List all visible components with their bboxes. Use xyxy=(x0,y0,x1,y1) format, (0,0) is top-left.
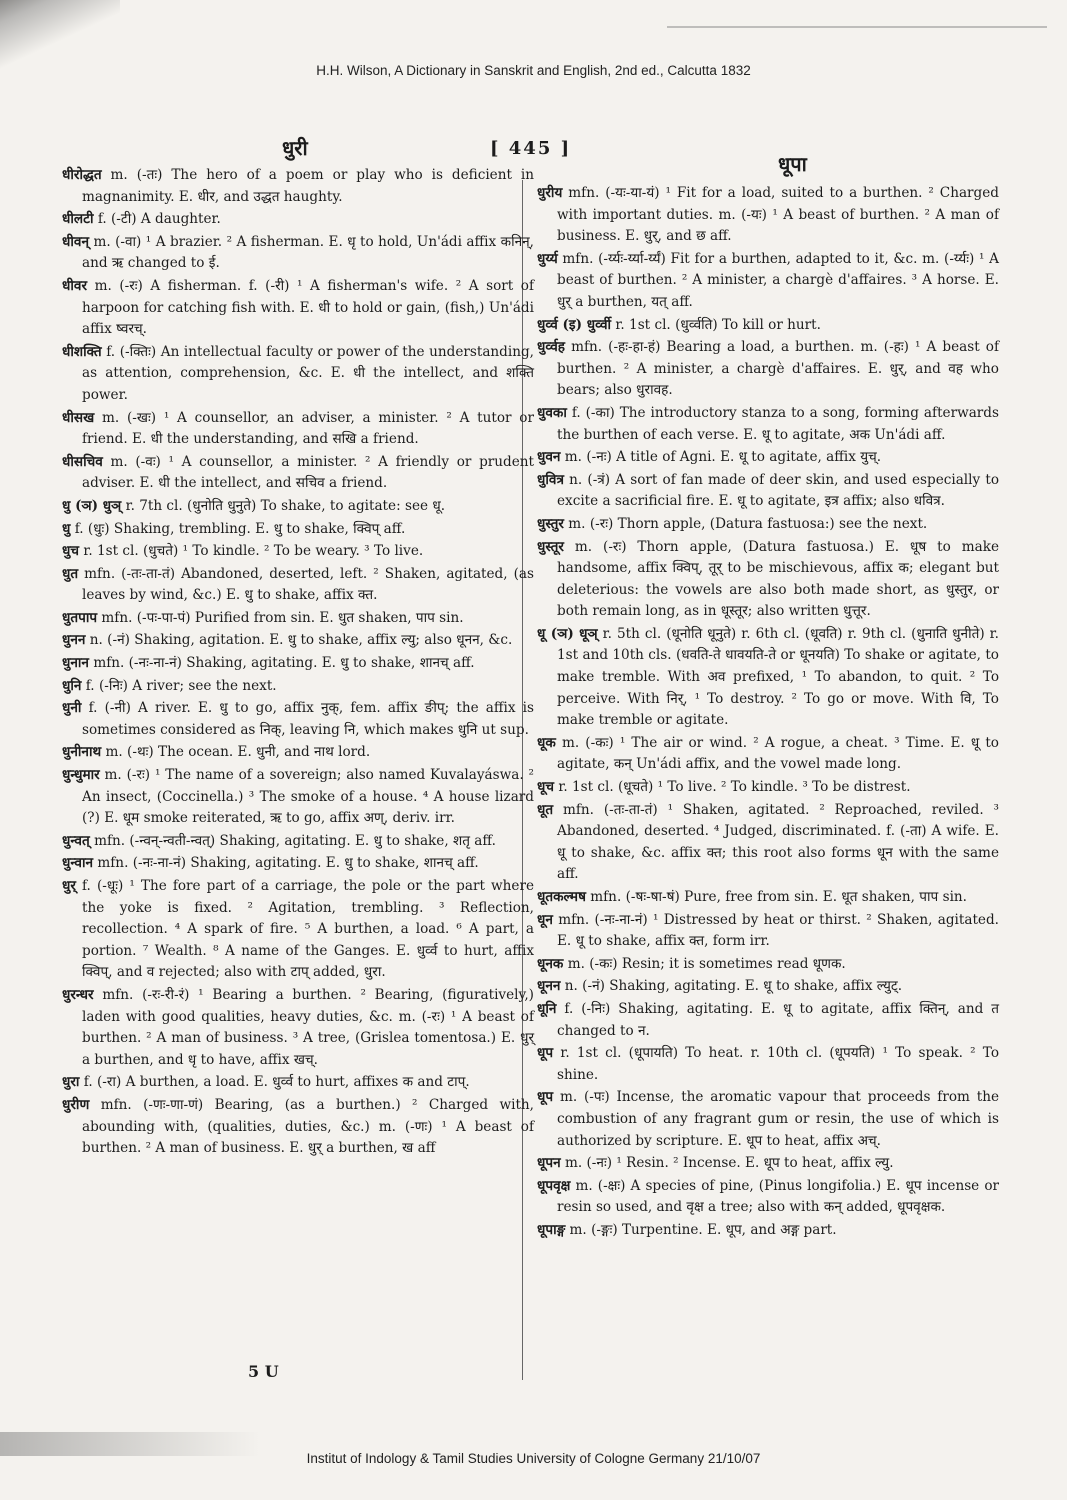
entry-definition: mfn. (-णः-णा-णं) Bearing, (as a burthen.) ² Charged with, abounding with, (qualities, duties, &c.) m. (-णः) ¹ A beast of burthen. ² A man of business. E. धुर् a burthen, ख aff xyxy=(82,1096,535,1157)
dictionary-entry xyxy=(62,985,534,1071)
entry-headword: धूत xyxy=(537,801,554,818)
dictionary-entry xyxy=(62,1095,534,1160)
dictionary-entry xyxy=(537,910,999,953)
entry-definition: m. (-रः) ¹ The name of a sovereign; also named Kuvalayáswa. ² An insect, (Coccinella.) ³ The smoke of a house. ⁴ A house lizard (?) E. धूम smoke reiterated, ऋ to go, affix अण्, deriv. irr. xyxy=(82,767,534,827)
entry-headword: धुस्तूर xyxy=(537,538,564,555)
dictionary-entry xyxy=(537,249,999,314)
header-note: H.H. Wilson, A Dictionary in Sanskrit and English, 2nd ed., Calcutta 1832 xyxy=(316,63,751,78)
entry-headword: धूक xyxy=(537,734,556,751)
entry-headword: धु xyxy=(62,520,71,537)
dictionary-entry xyxy=(62,276,534,341)
left-column xyxy=(62,165,534,1161)
entry-definition: m. (-रः) Thorn apple, (Datura fastuosa.) E. धूष to make handsome, affix क्विप्, तूर् to be mischievous, affix क; elegant but deleterious: the vowels are also both made short, as धुस्तुर, or both remain long, as in धूस्तूर; also written धुत्तूर. xyxy=(557,538,999,620)
entry-headword: धूनक xyxy=(537,955,564,972)
dictionary-entry xyxy=(62,876,534,984)
entry-definition: f. (धुः) Shaking, trembling. E. धु to shake, क्विप् aff. xyxy=(74,520,406,537)
dictionary-entry xyxy=(537,1153,999,1175)
dictionary-entry xyxy=(62,408,534,451)
dictionary-entry xyxy=(62,765,534,830)
entry-definition: mfn. (-नः-ना-नं) Shaking, agitating. E. धु to shake, शानच् aff. xyxy=(97,855,479,872)
entry-headword: धुनि xyxy=(62,677,82,694)
entry-definition: mfn. (-तः-ता-तं) ¹ Shaken, agitated. ² Reproached, reviled. ³ Abandoned, deserted. ⁴ Judged, discriminated. f. (-ता) A wife. E. धू to shake, &c. affix क्त; this root also forms धून with the same aff. xyxy=(557,801,999,883)
entry-definition: r. 1st cl. (धूपायति) To heat. r. 10th cl. (धूपयति) ¹ To speak. ² To shine. xyxy=(557,1045,1000,1083)
dictionary-entry xyxy=(62,165,534,208)
entry-headword: धूतकल्मष xyxy=(537,889,586,905)
entry-headword: धूपाङ्ग xyxy=(537,1221,566,1238)
dictionary-entry xyxy=(537,470,999,513)
dictionary-entry xyxy=(62,452,534,495)
dictionary-entry xyxy=(537,733,999,776)
entry-definition: m. (-खः) ¹ A counsellor, an adviser, a minister. ² A tutor or friend. E. धी the understanding, and सखि a friend. xyxy=(82,409,534,448)
entry-headword: धुस्तुर xyxy=(537,515,564,532)
entry-headword: धुन्वत् xyxy=(62,832,90,849)
entry-headword: धुर्य्य xyxy=(537,250,558,267)
dictionary-entry xyxy=(62,496,534,518)
dictionary-entry xyxy=(537,887,999,909)
scan-artifact xyxy=(667,26,1047,28)
dictionary-entry xyxy=(537,976,999,998)
dictionary-entry xyxy=(537,514,999,536)
running-head-right: धूपा xyxy=(778,152,807,176)
entry-definition: mfn. (-र्य्यः-र्य्या-र्य्यं) Fit for a burthen, adapted to it, &c. m. (-र्य्यः) ¹ A beast of burthen. ² A minister, a chargè d'affaires. ³ A horse. E. धुर् a burthen, यत् aff. xyxy=(557,250,999,310)
dictionary-entry xyxy=(62,519,534,541)
dictionary-entry xyxy=(537,1087,999,1152)
dictionary-entry xyxy=(62,541,534,563)
entry-headword: धुवका xyxy=(537,404,567,421)
entry-definition: mfn. (-तः-ता-तं) Abandoned, deserted, left. ² Shaken, agitated, (as leaves by wind, &c.) E. धु to shake, affix क्त. xyxy=(82,565,534,604)
entry-headword: धुर्व्वह xyxy=(537,339,565,356)
entry-definition: r. 1st cl. (धुर्व्वति) To kill or hurt. xyxy=(615,316,821,333)
entry-definition: m. (-नः) A title of Agni. E. धू to agitate, affix युच्. xyxy=(564,449,882,466)
entry-definition: mfn. (-हः-हा-हं) Bearing a load, a burthen. m. (-हः) ¹ A beast of burthen. ² A minister, a chargè d'affaires. E. धुर्, and वह who bears; also धुरावह. xyxy=(557,339,999,399)
dictionary-entry xyxy=(62,853,534,875)
signature-mark: 5 U xyxy=(248,1362,279,1381)
entry-definition: f. (-नी) A river. E. धु to go, affix नुक्, fem. affix ङीप्; the affix is sometimes considered as निक्, leaving नि, which makes धुनि ut sup. xyxy=(82,700,535,738)
entry-headword: धु (ञ) धुञ् xyxy=(62,497,122,514)
dictionary-entry xyxy=(537,403,999,446)
dictionary-entry xyxy=(537,624,999,732)
entry-definition: m. (-रः) Thorn apple, (Datura fastuosa:) see the next. xyxy=(568,515,928,532)
entry-headword: धुर्व्व (इ) धुर्व्वी xyxy=(537,316,612,333)
dictionary-entry xyxy=(537,315,999,337)
entry-definition: r. 1st cl. (धूचते) ¹ To live. ² To kindle. ³ To be distrest. xyxy=(558,779,911,796)
entry-definition: mfn. (-नः-ना-नं) Shaking, agitating. E. धु to shake, शानच् aff. xyxy=(93,655,475,672)
right-column xyxy=(537,183,999,1243)
dictionary-entry xyxy=(537,447,999,469)
entry-definition: m. (-रः) A fisherman. f. (-री) ¹ A fisherman's wife. ² A sort of harpoon for catching fish with. E. धी to hold or gain, (fish,) Un'ádi affix ष्वरच्. xyxy=(82,277,534,338)
entry-definition: f. (-टी) A daughter. xyxy=(97,211,221,228)
page-number: [ 445 ] xyxy=(490,138,572,159)
footer-note: Institut of Indology & Tamil Studies University of Cologne Germany 21/10/07 xyxy=(306,1451,761,1466)
entry-definition: f. (-रा) A burthen, a load. E. धुर्व्व to hurt, affixes क and टाप्. xyxy=(83,1074,470,1091)
entry-definition: m. (-कः) Resin; it is sometimes read धूणक. xyxy=(567,955,846,972)
entry-headword: धुरा xyxy=(62,1074,80,1091)
entry-definition: mfn. (-न्वन्-न्वती-न्वत्) Shaking, agitating. E. धु to shake, शतृ aff. xyxy=(94,832,496,849)
entry-headword: धुनी xyxy=(62,700,82,717)
dictionary-entry xyxy=(62,742,534,764)
entry-headword: धुवित्र xyxy=(537,471,564,488)
entry-headword: धीलटी xyxy=(62,211,94,228)
entry-headword: धून xyxy=(537,911,553,928)
dictionary-entry xyxy=(62,564,534,607)
entry-definition: f. (-धूः) ¹ The fore part of a carriage, the pole or the part where the yoke is fixed. ² Agitation, trembling. ³ Reflection, recollection. ⁴ A spark of fire. ⁵ A burthen, a load. ⁶ A part, a portion. ⁷ Wealth. ⁸ A name of the Ganges. E. धुर्व्व to hurt, affix क्विप्, and व rejected; also with टाप् added, धुरा. xyxy=(82,878,535,981)
dictionary-entry xyxy=(537,183,999,248)
entry-headword: धूप xyxy=(537,1045,554,1062)
entry-definition: m. (-क्षः) A species of pine, (Pinus longifolia.) E. धूप incense or resin so used, and वृक्ष a tree; also with कन् added, धूपवृक्षक. xyxy=(557,1177,999,1216)
entry-definition: m. (-पः) Incense, the aromatic vapour that proceeds from the combustion of any fragrant gum or resin, the use of which is authorized by scripture. E. धूप to heat, affix अच्. xyxy=(557,1089,999,1149)
entry-definition: r. 1st cl. (धुचते) ¹ To kindle. ² To be weary. ³ To live. xyxy=(83,543,424,560)
dictionary-entry xyxy=(537,999,999,1042)
dictionary-entry xyxy=(537,337,999,402)
entry-headword: धीसचिव xyxy=(62,453,103,470)
entry-headword: धीवन् xyxy=(62,233,89,250)
dictionary-entry xyxy=(537,537,999,623)
entry-headword: धूप xyxy=(537,1089,554,1106)
entry-headword: धीसख xyxy=(62,409,95,426)
dictionary-entry xyxy=(537,1220,999,1242)
entry-definition: m. (-वः) ¹ A counsellor, a minister. ² A friendly or prudent adviser. E. धी the intellect, and सचिव a friend. xyxy=(82,453,534,492)
dictionary-entry xyxy=(62,653,534,675)
dictionary-entry xyxy=(62,831,534,853)
entry-definition: mfn. (-यः-या-यं) ¹ Fit for a load, suited to a burthen. ² Charged with important duties. m. (-यः) ¹ A beast of burthen. ² A man of business. E. धुर्, and छ aff. xyxy=(557,185,999,245)
entry-headword: धूपवृक्ष xyxy=(537,1177,571,1194)
entry-headword: धीशक्ति xyxy=(62,343,102,360)
entry-headword: धूपन xyxy=(537,1155,561,1172)
dictionary-entry xyxy=(62,209,534,231)
entry-headword: धुनान xyxy=(62,655,89,672)
entry-headword: धुनीनाथ xyxy=(62,744,102,761)
entry-definition: m. (-नः) ¹ Resin. ² Incense. E. धूप to heat, affix ल्यु. xyxy=(564,1155,894,1172)
scan-artifact xyxy=(0,0,120,70)
dictionary-entry xyxy=(537,1176,999,1219)
entry-headword: धूनि xyxy=(537,1000,557,1017)
entry-definition: m. (-वा) ¹ A brazier. ² A fisherman. E. धृ to hold, Un'ádi affix कनिन्, and ऋ changed to ई. xyxy=(82,233,534,272)
entry-definition: mfn. (-रः-री-रं) ¹ Bearing a burthen. ² Bearing, (figuratively,) laden with good qualities, heavy duties, &c. m. (-रः) ¹ A beast of burthen. ² A man of business. ³ A tree, (Grislea tomentosa.) E. धुर् a burthen, and धृ to have, affix खच्. xyxy=(82,986,534,1068)
entry-definition: mfn. (-नः-ना-नं) ¹ Distressed by heat or thirst. ² Shaken, agitated. E. धू to shake, affix क्त, form irr. xyxy=(557,911,1000,950)
dictionary-entry xyxy=(537,777,999,799)
dictionary-entry xyxy=(62,630,534,652)
entry-headword: धुन्धुमार xyxy=(62,767,100,784)
entry-definition: m. (-थः) The ocean. E. धुनी, and नाथ lord. xyxy=(105,744,371,761)
entry-headword: धीवर xyxy=(62,277,87,294)
entry-definition: n. (-त्रं) A sort of fan made of deer skin, and used especially to excite a sacrificial fire. E. धू to agitate, इत्र affix; also धवित्र. xyxy=(557,471,999,510)
entry-headword: धुतपाप xyxy=(62,609,98,626)
running-head-left: धुरी xyxy=(282,136,308,160)
entry-definition: r. 5th cl. (धूनोति धूनुते) r. 6th cl. (धूवति) r. 9th cl. (धुनाति धुनीते) r. 1st and 10th cls. (धवति-ते धावयति-ते or धूनयति) To shake or agitate, to make tremble. With अव prefixed, ¹ To abandon, to quit. ² To perceive. With निर्, ¹ To destroy. ² To go or move. With वि, To make tremble or agitate. xyxy=(557,625,999,729)
entry-headword: धुवन xyxy=(537,449,561,466)
dictionary-entry xyxy=(62,232,534,275)
entry-headword: धुरीण xyxy=(62,1096,90,1113)
entry-headword: धुच xyxy=(62,543,79,560)
entry-headword: धूनन xyxy=(537,978,561,995)
dictionary-entry xyxy=(62,698,534,741)
dictionary-entry xyxy=(537,800,999,886)
dictionary-entry xyxy=(62,342,534,407)
entry-definition: f. (-क्तिः) An intellectual faculty or power of the understanding, as attention, comprehension, &c. E. धी the intellect, and शक्ति power. xyxy=(82,343,535,403)
entry-headword: धूच xyxy=(537,779,554,796)
entry-headword: धुरीय xyxy=(537,185,563,201)
entry-headword: धुरन्धर xyxy=(62,986,94,1003)
entry-definition: f. (-निः) A river; see the next. xyxy=(85,677,277,694)
entry-definition: m. (-तः) The hero of a poem or play who is deficient in magnanimity. E. धीर, and उद्धत haughty. xyxy=(82,167,534,205)
entry-definition: n. (-नं) Shaking, agitation. E. धु to shake, affix ल्यु; also धूनन, &c. xyxy=(89,632,513,649)
dictionary-entry xyxy=(62,1072,534,1094)
entry-definition: n. (-नं) Shaking, agitating. E. धू to shake, affix ल्युट्. xyxy=(564,978,903,995)
entry-definition: mfn. (-षः-षा-षं) Pure, free from sin. E. धूत shaken, पाप sin. xyxy=(590,889,967,905)
dictionary-entry xyxy=(537,1043,999,1086)
entry-headword: धुनन xyxy=(62,632,86,649)
entry-definition: mfn. (-पः-पा-पं) Purified from sin. E. धुत shaken, पाप sin. xyxy=(101,609,464,626)
entry-headword: धुर् xyxy=(62,878,76,894)
entry-headword: धीरोद्धत xyxy=(62,167,102,183)
entry-definition: f. (-का) The introductory stanza to a song, forming afterwards the burthen of each verse. E. धू to agitate, अक Un'ádi aff. xyxy=(557,404,999,443)
dictionary-entry xyxy=(62,676,534,698)
entry-definition: r. 7th cl. (धुनोति धुनुते) To shake, to agitate: see धू. xyxy=(125,497,446,514)
entry-definition: f. (-निः) Shaking, agitating. E. धू to agitate, affix क्तिन्, and त changed to न. xyxy=(557,1000,1000,1039)
entry-headword: धुत xyxy=(62,565,79,582)
entry-headword: धुन्वान xyxy=(62,855,94,872)
dictionary-entry xyxy=(62,608,534,630)
entry-headword: धू (ञ) धूञ् xyxy=(537,625,598,642)
entry-definition: m. (-ङ्गः) Turpentine. E. धूप, and अङ्ग part. xyxy=(569,1221,837,1238)
entry-definition: m. (-कः) ¹ The air or wind. ² A rogue, a cheat. ³ Time. E. धू to agitate, कन् Un'ádi affix, and the vowel made long. xyxy=(557,734,999,773)
dictionary-entry xyxy=(537,954,999,976)
